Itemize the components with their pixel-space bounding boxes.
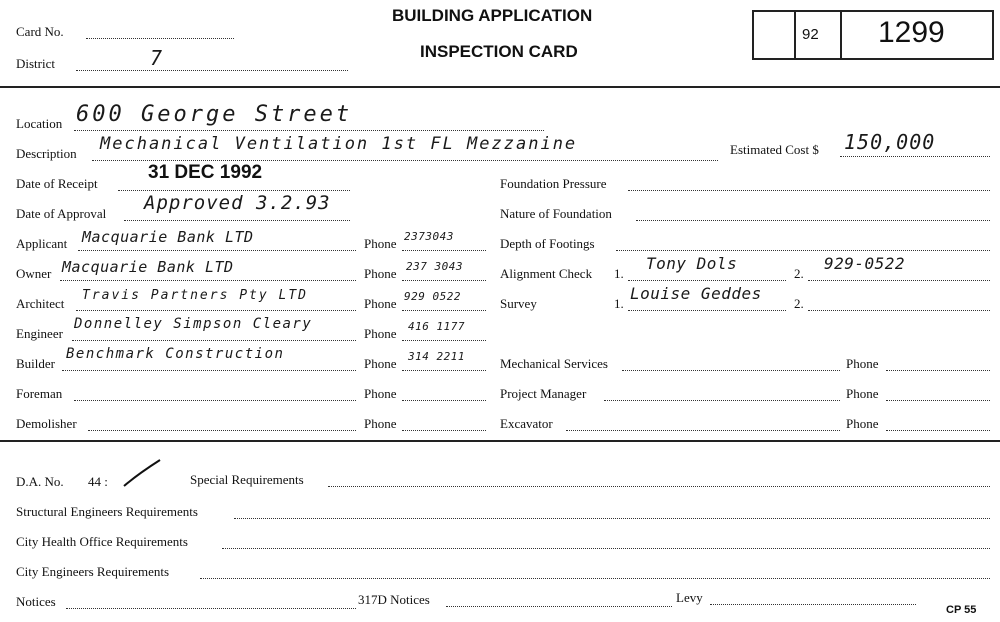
levy-label: Levy [676,590,703,605]
special-requirements-field[interactable] [328,486,990,487]
description-value: Mechanical Ventilation 1st FL Mezzanine [100,134,578,154]
estimated-cost-label: Estimated Cost $ [730,142,819,157]
architect-phone-label: Phone [364,296,397,311]
mechanical-services-field[interactable] [622,370,840,371]
health-field[interactable] [222,548,990,549]
engineer-phone-field[interactable] [402,340,486,341]
builder-label: Builder [16,356,55,371]
da-slash-mark [120,456,164,490]
nature-foundation-label: Nature of Foundation [500,206,612,221]
levy-field[interactable] [710,604,916,605]
notices-label: Notices [16,594,56,609]
architect-value: Travis Partners Pty LTD [82,288,309,303]
date-receipt-field[interactable] [118,190,350,191]
notices-field[interactable] [66,608,356,609]
excavator-phone-field[interactable] [886,430,990,431]
builder-phone-field[interactable] [402,370,486,371]
special-requirements-label: Special Requirements [190,472,304,487]
builder-phone: 314 2211 [408,350,465,363]
applicant-phone-field[interactable] [402,250,486,251]
health-label: City Health Office Requirements [16,534,188,549]
card-no-label: Card No. [16,24,64,39]
structural-label: Structural Engineers Requirements [16,504,198,519]
architect-label: Architect [16,296,65,311]
owner-phone: 237 3043 [406,260,463,273]
card-year: 92 [802,26,819,43]
project-manager-phone-label: Phone [846,386,879,401]
foundation-pressure-label: Foundation Pressure [500,176,607,191]
date-receipt-label: Date of Receipt [16,176,98,191]
applicant-label: Applicant [16,236,68,251]
district-label: District [16,56,55,71]
architect-phone: 929 0522 [404,290,461,303]
owner-value: Macquarie Bank LTD [62,258,234,276]
bottom-divider [0,440,1000,442]
form-code: CP 55 [946,604,977,616]
alignment-1-field[interactable] [628,280,786,281]
da-no-value: 44 : [88,474,108,489]
alignment-1-value: Tony Dols [646,254,738,273]
structural-field[interactable] [234,518,990,519]
alignment-2-value: 929-0522 [824,254,906,273]
depth-footings-field[interactable] [616,250,990,251]
notices-317d-field[interactable] [446,606,672,607]
location-label: Location [16,116,63,131]
date-approval-label: Date of Approval [16,206,107,221]
city-engineers-label: City Engineers Requirements [16,564,170,579]
engineer-label: Engineer [16,326,63,341]
alignment-2-field[interactable] [808,280,990,281]
excavator-field[interactable] [566,430,840,431]
applicant-phone: 2373043 [404,230,454,243]
mechanical-services-label: Mechanical Services [500,356,608,371]
engineer-phone-label: Phone [364,326,397,341]
survey-1-value: Louise Geddes [630,284,762,303]
date-approval-field[interactable] [124,220,350,221]
estimated-cost-value: 150,000 [844,130,936,154]
nature-foundation-field[interactable] [636,220,990,221]
top-divider [0,86,1000,88]
project-manager-phone-field[interactable] [886,400,990,401]
title-line-1: BUILDING APPLICATION [392,6,593,25]
notices-317d-label: 317D Notices [358,592,430,607]
applicant-phone-label: Phone [364,236,397,251]
location-field[interactable] [74,130,544,131]
mechanical-phone-label: Phone [846,356,879,371]
foreman-phone-label: Phone [364,386,397,401]
district-field[interactable] [76,70,348,71]
district-value: 7 [150,46,164,70]
builder-value: Benchmark Construction [66,346,285,362]
owner-field[interactable] [60,280,356,281]
survey-1-field[interactable] [628,310,786,311]
builder-phone-label: Phone [364,356,397,371]
demolisher-phone-label: Phone [364,416,397,431]
architect-field[interactable] [76,310,356,311]
mechanical-phone-field[interactable] [886,370,990,371]
location-value: 600 George Street [76,102,353,127]
survey-1-num: 1. [614,296,624,311]
project-manager-label: Project Manager [500,386,587,401]
demolisher-phone-field[interactable] [402,430,486,431]
owner-phone-label: Phone [364,266,397,281]
engineer-field[interactable] [72,340,356,341]
depth-footings-label: Depth of Footings [500,236,595,251]
title-line-2: INSPECTION CARD [420,42,578,61]
estimated-cost-field[interactable] [840,156,990,157]
foreman-field[interactable] [74,400,356,401]
da-no-label: D.A. No. [16,474,64,489]
description-label: Description [16,146,77,161]
foundation-pressure-field[interactable] [628,190,990,191]
demolisher-label: Demolisher [16,416,77,431]
owner-label: Owner [16,266,52,281]
card-no-field[interactable] [86,38,234,39]
card-number-box [752,10,994,60]
applicant-value: Macquarie Bank LTD [82,228,254,246]
excavator-phone-label: Phone [846,416,879,431]
engineer-value: Donnelley Simpson Cleary [74,316,313,332]
foreman-label: Foreman [16,386,63,401]
applicant-field[interactable] [78,250,356,251]
foreman-phone-field[interactable] [402,400,486,401]
description-field[interactable] [92,160,718,161]
city-engineers-field[interactable] [200,578,990,579]
survey-2-field[interactable] [808,310,990,311]
date-receipt-stamp: 31 DEC 1992 [148,162,263,183]
builder-field[interactable] [62,370,356,371]
engineer-phone: 416 1177 [408,320,465,333]
survey-2-num: 2. [794,296,804,311]
project-manager-field[interactable] [604,400,840,401]
alignment-1-num: 1. [614,266,624,281]
owner-phone-field[interactable] [402,280,486,281]
date-approval-value: Approved 3.2.93 [144,192,331,214]
demolisher-field[interactable] [88,430,356,431]
survey-label: Survey [500,296,537,311]
card-number: 1299 [878,16,945,49]
excavator-label: Excavator [500,416,553,431]
alignment-check-label: Alignment Check [500,266,593,281]
architect-phone-field[interactable] [402,310,486,311]
alignment-2-num: 2. [794,266,804,281]
